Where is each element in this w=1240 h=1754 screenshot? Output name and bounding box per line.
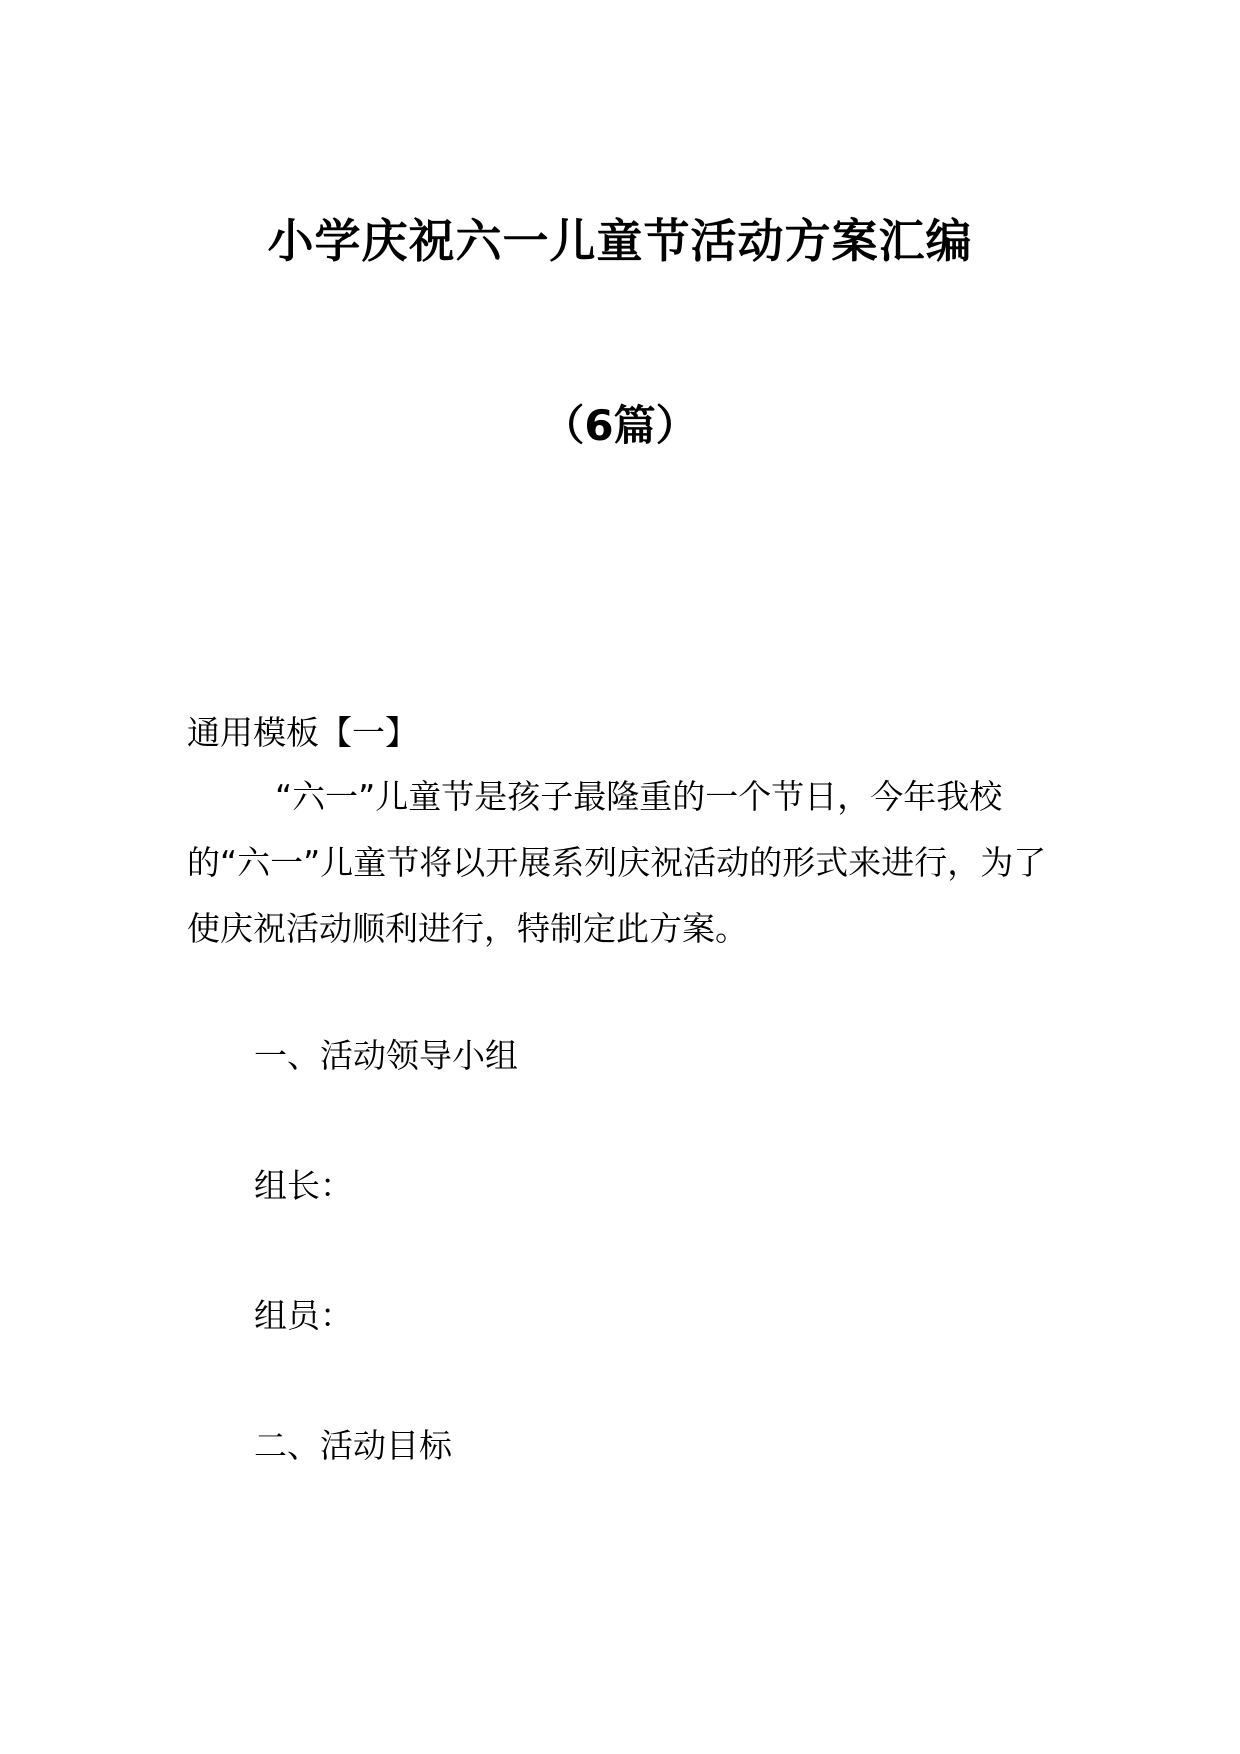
section-heading-leadership-group: 一、活动领导小组 <box>254 1036 518 1075</box>
intro-paragraph: “六一”儿童节是孩子最隆重的一个节日，今年我校的“六一”儿童节将以开展系列庆祝活动的形式来进行，为了使庆祝活动顺利进行，特制定此方案。 <box>187 777 1047 948</box>
template-heading: 通用模板【一】 <box>187 713 418 752</box>
document-subtitle: （6篇） <box>542 401 698 450</box>
group-members-line: 组员： <box>254 1296 353 1335</box>
document-title: 小学庆祝六一儿童节活动方案汇编 <box>267 214 973 268</box>
group-leader-line: 组长： <box>254 1166 353 1205</box>
section-heading-activity-goals: 二、活动目标 <box>254 1426 452 1465</box>
